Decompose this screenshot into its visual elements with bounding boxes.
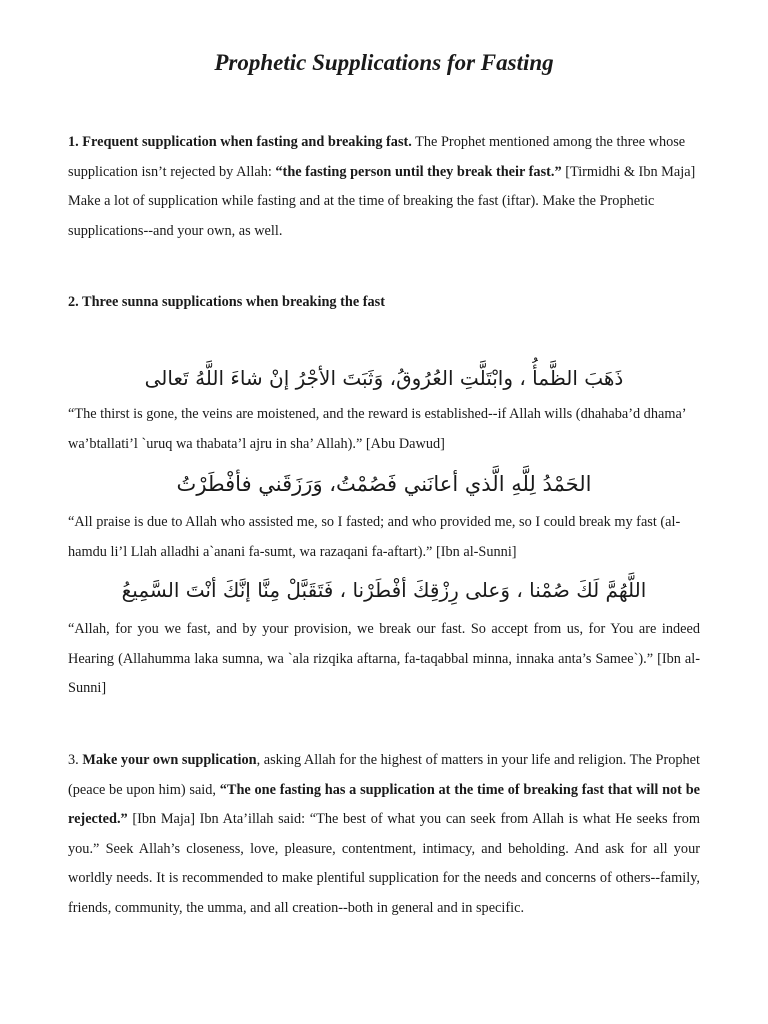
dua-3-arabic: اللَّهُمَّ لَكَ صُمْنا ، وَعلى رِزْقِكَ أفْطَرْنا ، فَتَقَبَّلْ مِنَّا إنَّكَ أنْتَ السَّمِيعُ: [121, 578, 647, 602]
dua-2-translation: “All praise is due to Allah who assisted me, so I fasted; and who provided me, so I could break my fast (al-hamdu li’l Llah alladhi a`anani fa-sumt, wa razaqani fa-aftart).” [Ibn al-Sunni]: [68, 514, 681, 560]
dua-1-arabic: ذَهَبَ الظَّمأُ ، وابْتَلَّتِ العُرُوقُ، وَثَبَتَ الأجْرُ إنْ شاءَ اللَّهُ تَعالى: [144, 366, 624, 390]
section-1-paragraph: [68, 128, 700, 246]
section-2-heading-text: 2. Three sunna supplications when breaking the fast: [68, 294, 385, 310]
page-title: Prophetic Supplications for Fasting: [214, 50, 554, 75]
section-3-heading: Make your own supplication: [82, 752, 257, 768]
section-3-number: 3.: [68, 752, 83, 768]
dua-1-translation: “The thirst is gone, the veins are moistened, and the reward is established--if Allah wills (dhahaba’d dhama’ wa’btallati’l `uruq wa thabata’l ajru in sha’ Allah).” [Abu Dawud]: [68, 406, 686, 452]
section-1-quote: “the fasting person until they break their fast.”: [275, 163, 562, 180]
section-3-text-a: , asking Allah for the highest of matters in your life and religion. The Prophet (peace be upon him) said,: [68, 752, 700, 798]
section-3-text-b: [Ibn Maja] Ibn Ata’illah said: “The best of what you can seek from Allah is what He seeks from you.” Seek Allah’s closeness, love, pleasure, contentment, intimacy, and beholding. And ask for all your worldly needs. It is recommended to make plentiful supplication for the needs and concerns of others--family, friends, community, the umma, and all creation--both in general and in specific.: [68, 811, 700, 916]
dua-2-arabic: الحَمْدُ لِلَّهِ الَّذي أعانَني فَصُمْتُ، وَرَزَقَني فأفْطَرْتُ: [176, 472, 592, 496]
section-1-heading: 1. Frequent supplication when fasting and breaking fast.: [68, 134, 412, 150]
section-2-heading: [68, 288, 700, 318]
section-1-text-a: The Prophet mentioned among the three whose supplication isn’t rejected by Allah:: [68, 134, 686, 180]
section-3-quote: “The one fasting has a supplication at the time of breaking fast that will not be rejected.”: [68, 781, 700, 827]
dua-3-translation: “Allah, for you we fast, and by your provision, we break our fast. So accept from us, for You are indeed Hearing (Allahumma laka sumna, wa `ala rizqika aftarna, fa-taqabbal minna, innaka anta’s Samee`).” [Ibn al-Sunni]: [68, 621, 700, 696]
section-1-text-b: [Tirmidhi & Ibn Maja] Make a lot of supplication while fasting and at the time of breaking the fast (iftar). Make the Prophetic supplications--and your own, as well.: [68, 163, 696, 239]
section-3-paragraph: [68, 746, 700, 923]
